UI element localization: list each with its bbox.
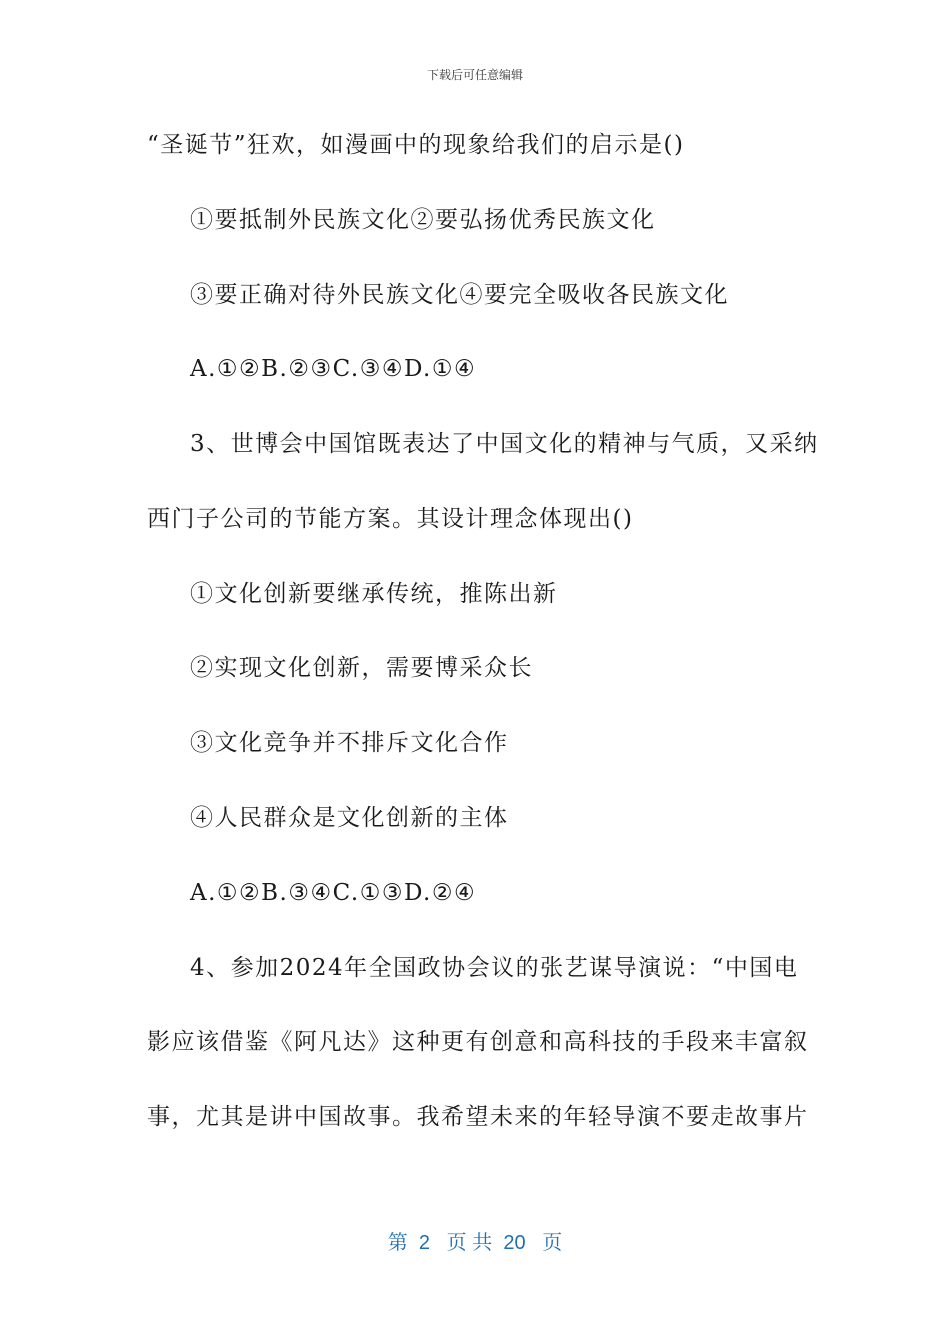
text-line: 西门子公司的节能方案。其设计理念体现出() xyxy=(147,506,634,532)
text-line: ②实现文化创新，需要博采众长 xyxy=(190,655,533,681)
text-line: A.①②B.②③C.③④D.①④ xyxy=(190,356,477,382)
text-line: 影应该借鉴《阿凡达》这种更有创意和高科技的手段来丰富叙 xyxy=(147,1029,809,1055)
text-line: 事，尤其是讲中国故事。我希望未来的年轻导演不要走故事片 xyxy=(147,1104,809,1130)
text-line: “圣诞节”狂欢，如漫画中的现象给我们的启示是() xyxy=(147,132,685,158)
text-line: A.①②B.③④C.①③D.②④ xyxy=(190,880,477,906)
text-line: ③要正确对待外民族文化④要完全吸收各民族文化 xyxy=(190,282,729,308)
text-line: 4、参加2024年全国政协会议的张艺谋导演说：“中国电 xyxy=(190,955,799,981)
text-line: ③文化竞争并不排斥文化合作 xyxy=(190,730,509,756)
text-line: ①要抵制外民族文化②要弘扬优秀民族文化 xyxy=(190,207,656,233)
text-line: 3、世博会中国馆既表达了中国文化的精神与气质，又采纳 xyxy=(190,431,819,457)
text-line: ①文化创新要继承传统，推陈出新 xyxy=(190,581,558,607)
text-line: ④人民群众是文化创新的主体 xyxy=(190,805,509,831)
page-number-footer: 第 2 页 共 20 页 xyxy=(387,1232,563,1254)
page-header: 下载后可任意编辑 xyxy=(426,68,523,82)
